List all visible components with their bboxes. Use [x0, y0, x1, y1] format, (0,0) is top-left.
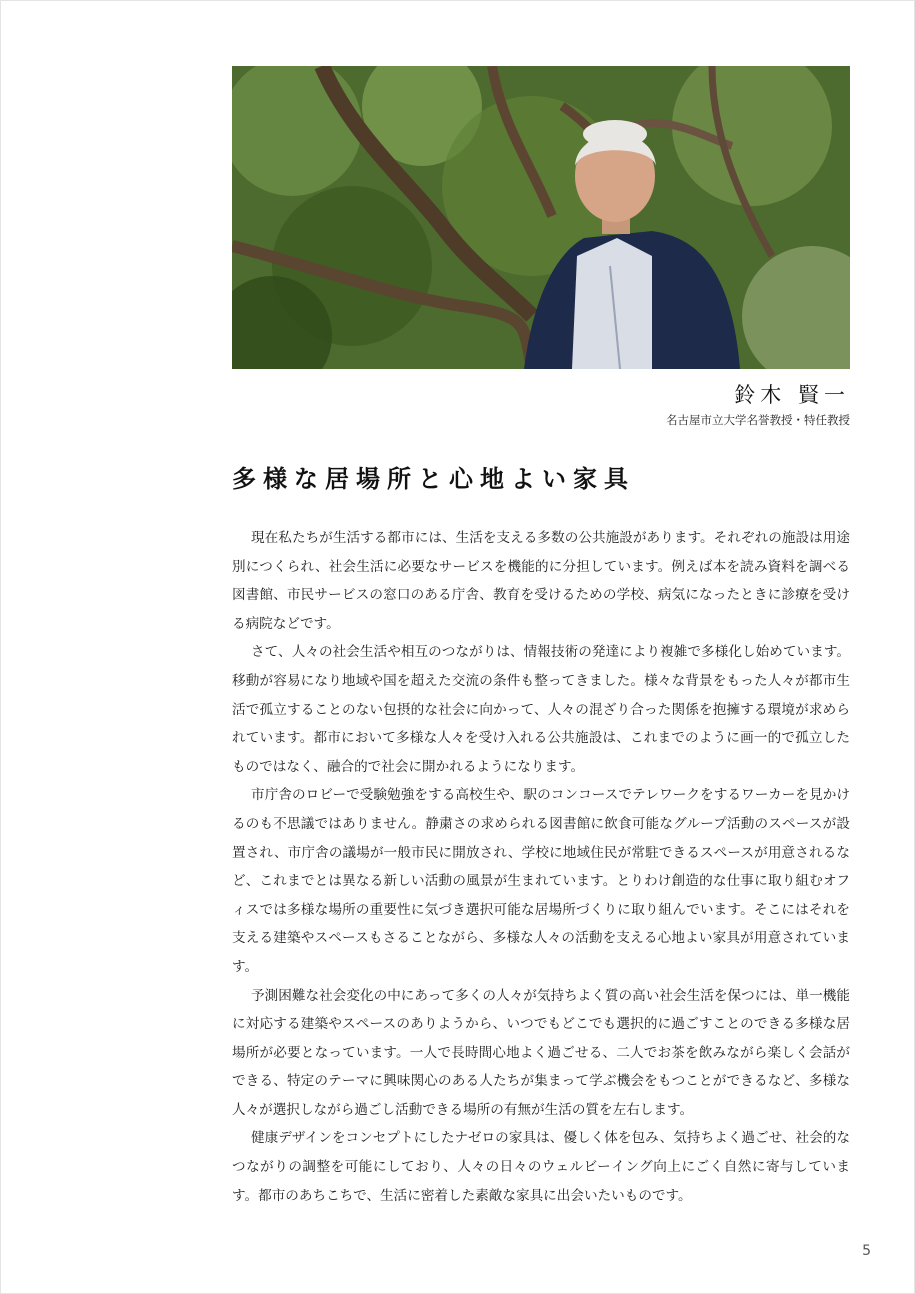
author-name: 鈴木 賢一	[734, 383, 850, 407]
paragraph: 予測困難な社会変化の中にあって多くの人々が気持ちよく質の高い社会生活を保つには、単一機能に対応する建築やスペースのありようから、いつでもどこでも選択的に過ごすことのできる多様な居場所が必要となっています。一人で長時間心地よく過ごせる、二人でお茶を飲みながら楽しく会話ができる、特定のテーマに興味関心のある人たちが集まって学ぶ機会をもつことができるなど、多様な人々が選択しながら過ごし活動できる場所の有無が生活の質を左右します。	[232, 987, 850, 1118]
paragraph: 現在私たちが生活する都市には、生活を支える多数の公共施設があります。それぞれの施設は用途別につくられ、社会生活に必要なサービスを機能的に分担しています。例えば本を読み資料を調べる図書館、市民サービスの窓口のある庁舎、教育を受けるための学校、病気になったときに診療を受ける病院などです。	[232, 530, 850, 632]
paragraph: 健康デザインをコンセプトにしたナゼロの家具は、優しく体を包み、気持ちよく過ごせ、社会的なつながりの調整を可能にしており、人々の日々のウェルビーイング向上にごく自然に寄与しています。都市のあちこちで、生活に密着した素敵な家具に出会いたいものです。	[232, 1130, 850, 1204]
author-title: 名古屋市立大学名誉教授・特任教授	[666, 413, 850, 427]
paragraph: さて、人々の社会生活や相互のつながりは、情報技術の発達により複雑で多様化し始めています。移動が容易になり地域や国を超えた交流の条件も整ってきました。様々な背景をもった人々が都市生活で孤立することのない包摂的な社会に向かって、人々の混ざり合った関係を抱擁する環境が求められています。都市において多様な人々を受け入れる公共施設は、これまでのように画一的で孤立したものではなく、融合的で社会に開かれるようになります。	[232, 644, 850, 775]
author-photo	[232, 66, 850, 369]
page-number: 5	[862, 1243, 871, 1259]
article-body	[232, 524, 850, 1210]
paragraph: 市庁舎のロビーで受験勉強をする高校生や、駅のコンコースでテレワークをするワーカーを見かけるのも不思議ではありません。静粛さの求められる図書館に飲食可能なグループ活動のスペースが設置され、市庁舎の議場が一般市民に開放され、学校に地域住民が常駐できるスペースが用意されるなど、これまでとは異なる新しい活動の風景が生まれています。とりわけ創造的な仕事に取り組むオフィスでは多様な場所の重要性に気づき選択可能な居場所づくりに取り組んでいます。そこにはそれを支える建築やスペースもさることながら、多様な人々の活動を支える心地よい家具が用意されています。	[232, 787, 850, 975]
article-heading: 多様な居場所と心地よい家具	[232, 465, 635, 493]
